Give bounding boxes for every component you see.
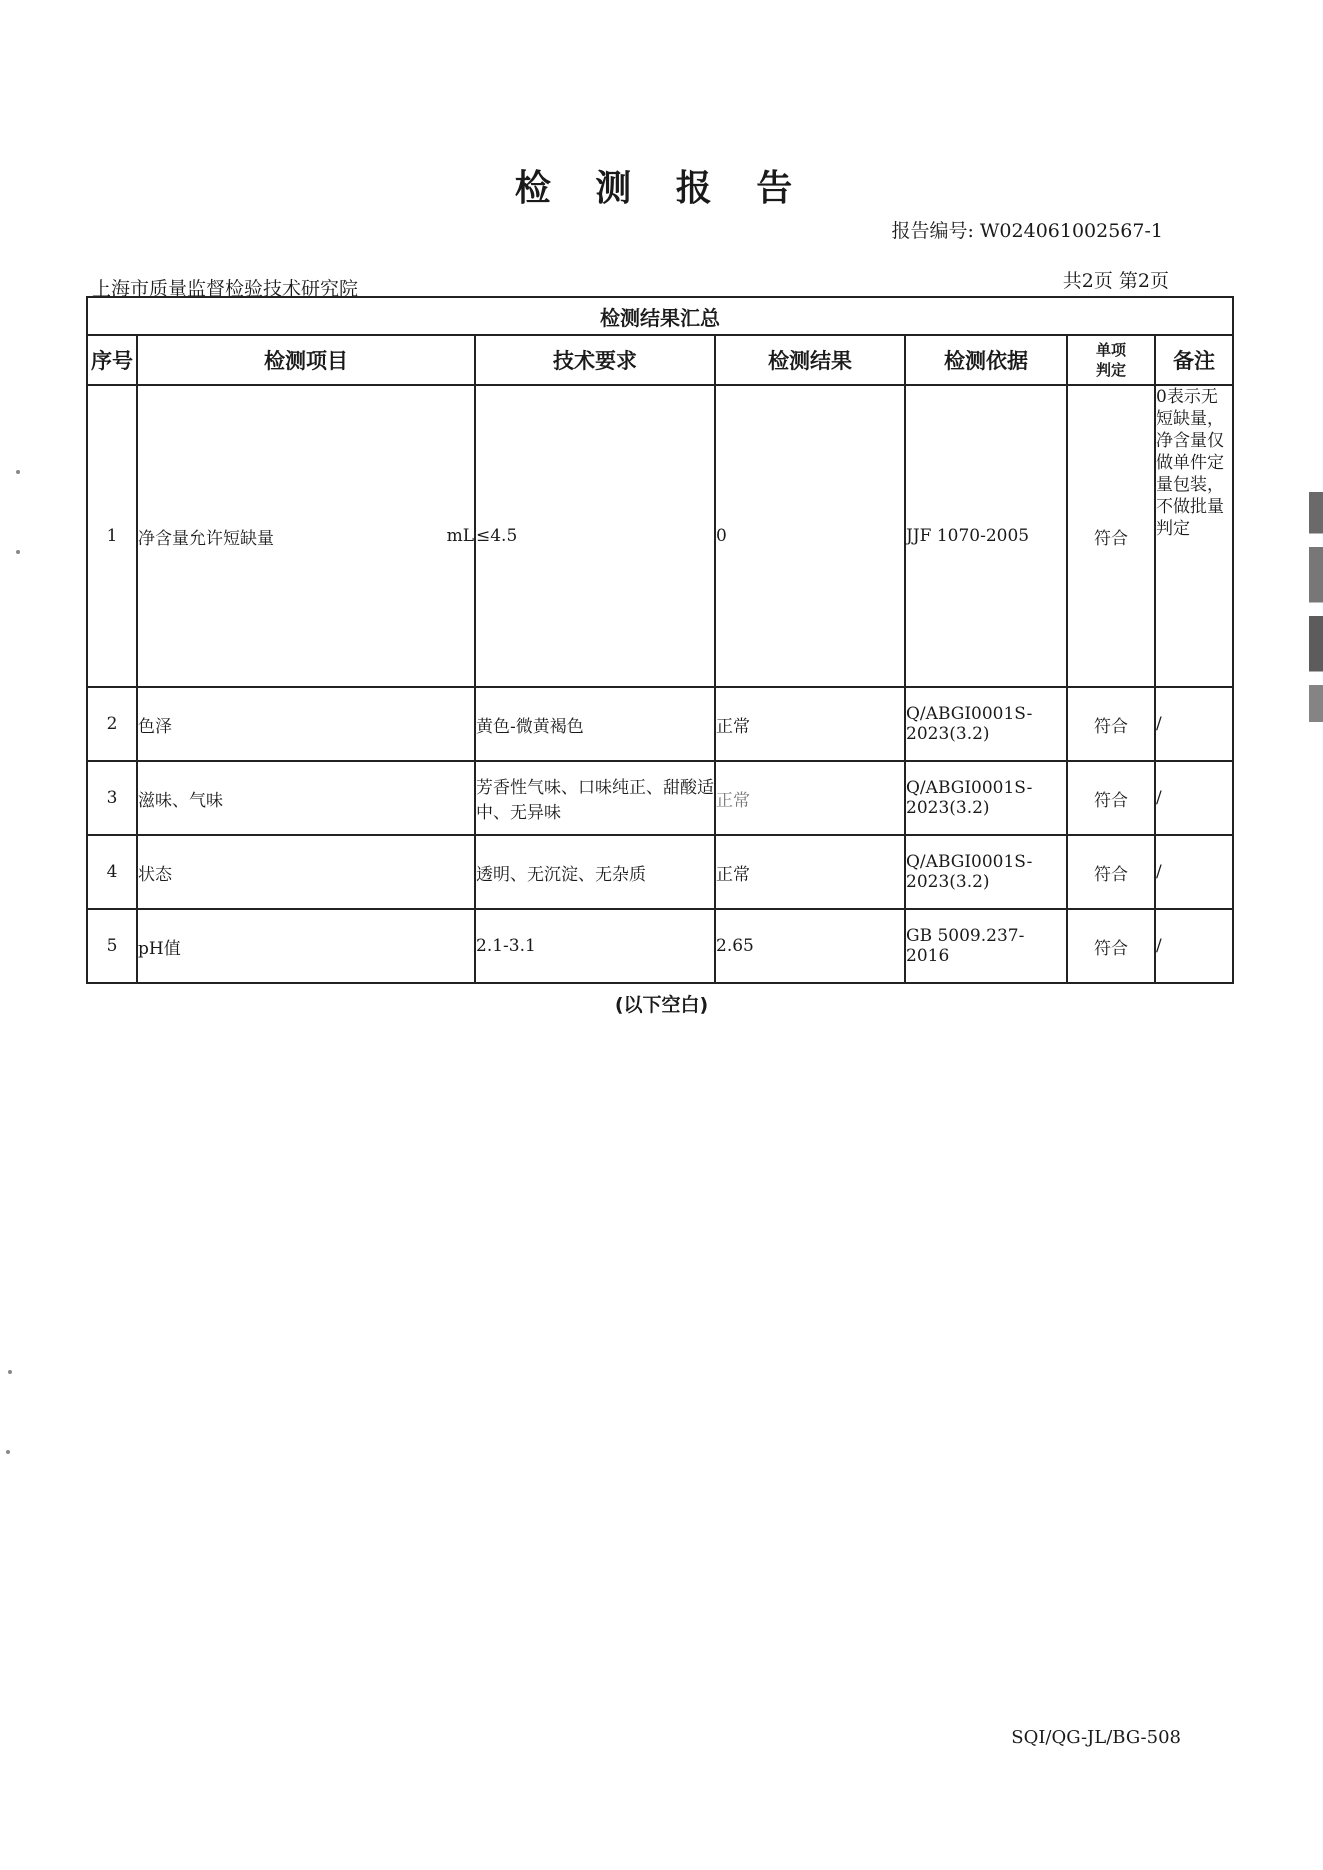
scan-dot [6,1450,10,1454]
header-judgement-line2: 判定 [1095,361,1126,379]
scan-dot [8,1370,12,1374]
scan-dot [16,470,20,474]
header-result: 检测结果 [715,335,905,385]
seal-edge-mark [1309,492,1323,722]
cell-requirement: 黄色-微黄褐色 [475,687,715,761]
blank-below-note: (以下空白) [614,994,709,1016]
table-row [87,835,1233,909]
item-name: 净含量允许短缺量 [138,528,274,549]
cell-result: 正常 [715,835,905,909]
cell-basis: Q/ABGI0001S-2023(3.2) [905,687,1067,761]
report-title: 检 测 报 告 [514,168,809,209]
cell-basis: Q/ABGI0001S-2023(3.2) [905,835,1067,909]
cell-no: 4 [87,835,137,909]
cell-basis: Q/ABGI0001S-2023(3.2) [905,761,1067,835]
cell-no: 1 [87,385,137,687]
summary-title: 检测结果汇总 [87,297,1233,335]
cell-item: 滋味、气味 [137,761,475,835]
header-remark: 备注 [1155,335,1233,385]
cell-requirement: 2.1-3.1 [475,909,715,983]
cell-remark: / [1155,761,1233,835]
cell-remark: 0表示无短缺量，净含量仅做单件定量包装，不做批量判定 [1155,385,1233,687]
header-judgement-line1: 单项 [1095,341,1126,359]
cell-judgement: 符合 [1067,687,1155,761]
header-basis: 检测依据 [905,335,1067,385]
cell-judgement: 符合 [1067,385,1155,687]
cell-judgement: 符合 [1067,761,1155,835]
cell-result: 正常 [715,687,905,761]
cell-remark: / [1155,687,1233,761]
cell-requirement: ≤4.5 [475,385,715,687]
page-info: 共2页 第2页 [1062,270,1169,292]
cell-basis: JJF 1070-2005 [905,385,1067,687]
cell-result: 2.65 [715,909,905,983]
cell-no: 5 [87,909,137,983]
header-requirement: 技术要求 [475,335,715,385]
cell-item: pH值 [137,909,475,983]
table-row [87,761,1233,835]
cell-judgement: 符合 [1067,909,1155,983]
cell-requirement: 透明、无沉淀、无杂质 [475,835,715,909]
header-item: 检测项目 [137,335,475,385]
header-no: 序号 [87,335,137,385]
organization-name: 上海市质量监督检验技术研究院 [92,278,359,300]
cell-requirement: 芳香性气味、口味纯正、甜酸适中、无异味 [475,761,715,835]
header-judgement [1067,335,1155,385]
cell-item: 色泽 [137,687,475,761]
table-row [87,385,1233,687]
cell-result: 0 [715,385,905,687]
cell-remark: / [1155,909,1233,983]
cell-judgement: 符合 [1067,835,1155,909]
header-row [87,335,1233,385]
cell-no: 2 [87,687,137,761]
cell-remark: / [1155,835,1233,909]
cell-item: 状态 [137,835,475,909]
cell-basis: GB 5009.237-2016 [905,909,1067,983]
item-unit: mL [446,526,474,546]
cell-result: 正常 [715,761,905,835]
results-table [86,296,1234,984]
cell-no: 3 [87,761,137,835]
table-row [87,909,1233,983]
cell-item [137,385,475,687]
table-row [87,687,1233,761]
scan-dot [16,550,20,554]
report-number: 报告编号: W024061002567-1 [891,220,1163,242]
form-code: SQI/QG-JL/BG-508 [1011,1727,1181,1748]
